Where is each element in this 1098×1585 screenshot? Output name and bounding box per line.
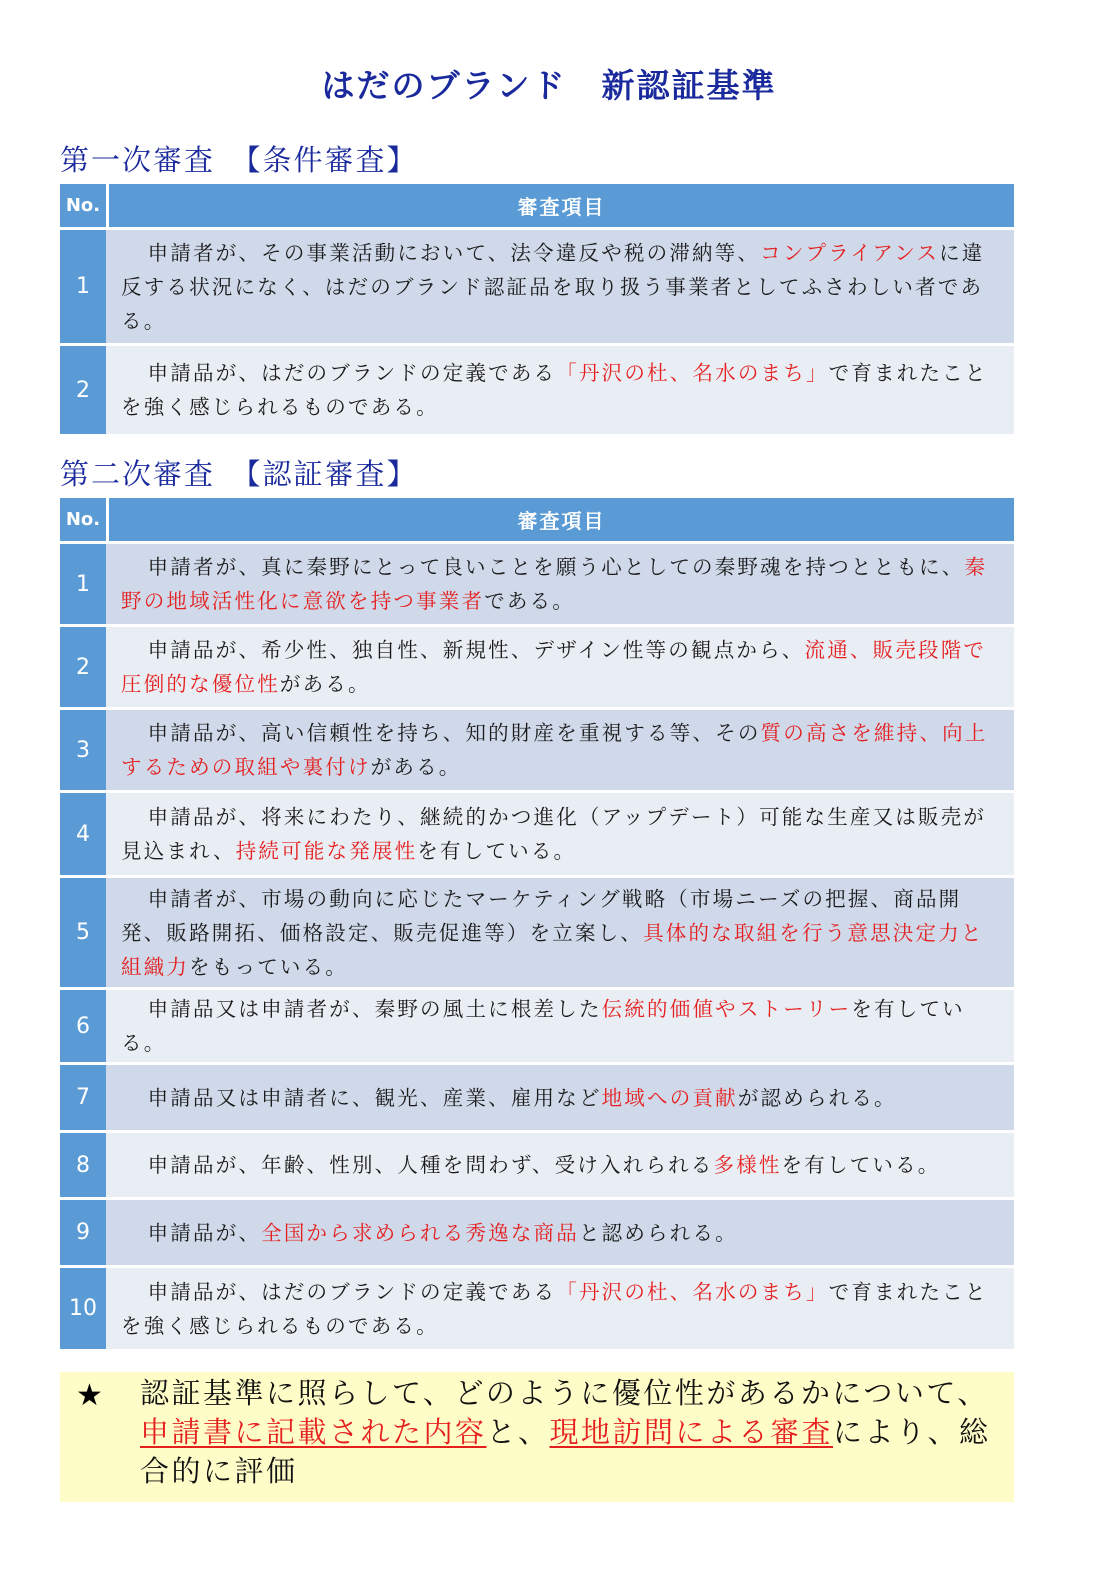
criterion-text bbox=[109, 710, 1014, 790]
highlight-text: コンプライアンス bbox=[760, 240, 940, 265]
text-segment: と、 bbox=[486, 1415, 550, 1449]
criterion-text bbox=[109, 1065, 1014, 1130]
highlight-text: 質の高さを維持、向上するための取組や裏付け bbox=[121, 721, 988, 779]
table-row bbox=[60, 793, 1014, 875]
text-segment: 申請品が、はだのブランドの定義である bbox=[147, 1279, 557, 1304]
table-header bbox=[60, 498, 1014, 541]
page-title: はだのブランド 新認証基準 bbox=[321, 66, 777, 105]
header-item: 審査項目 bbox=[109, 184, 1014, 227]
row-number: 7 bbox=[60, 1065, 106, 1130]
table-row bbox=[60, 710, 1014, 790]
header-item: 審査項目 bbox=[109, 498, 1014, 541]
row-number: 9 bbox=[60, 1200, 106, 1265]
text-segment: 申請品又は申請者に、観光、産業、雇用など bbox=[147, 1085, 602, 1110]
highlight-text: 流通、販売段階で圧倒的な優位性 bbox=[121, 638, 987, 696]
text-segment: で育まれたことを強く感じられるものである。 bbox=[121, 361, 988, 419]
table-row bbox=[60, 1133, 1014, 1197]
row-number: 4 bbox=[60, 793, 106, 875]
text-segment: 申請品が、年齢、性別、人種を問わず、受け入れられる bbox=[147, 1153, 714, 1177]
text-segment: により、総合的に評価 bbox=[140, 1415, 991, 1488]
second-review-table bbox=[60, 498, 1014, 1352]
table-row bbox=[60, 878, 1014, 987]
text-segment: 申請品が、はだのブランドの定義である bbox=[147, 361, 557, 385]
text-segment: 申請品が、高い信頼性を持ち、知的財産を重視する等、その bbox=[147, 721, 761, 745]
highlight-text: 地域への貢献 bbox=[601, 1085, 738, 1110]
text-segment: 申請品が、 bbox=[147, 1220, 262, 1245]
text-segment: 申請者が、その事業活動において、法令違反や税の滞納等、 bbox=[147, 240, 761, 265]
first-review-table bbox=[60, 184, 1014, 437]
table-row bbox=[60, 627, 1014, 707]
highlight-text: 「丹沢の杜、名水のまち」 bbox=[556, 1279, 829, 1304]
table-row bbox=[60, 346, 1014, 434]
row-number: 2 bbox=[60, 627, 106, 707]
text-segment: である。 bbox=[484, 589, 576, 613]
criterion-text bbox=[109, 627, 1014, 707]
text-segment: 申請品又は申請者が、秦野の風土に根差した bbox=[147, 997, 602, 1021]
text-segment: を有している。 bbox=[417, 839, 577, 863]
criterion-text bbox=[109, 1268, 1014, 1349]
table-header bbox=[60, 184, 1014, 227]
highlight-text: 申請書に記載された内容 bbox=[140, 1415, 487, 1449]
text-segment: が認められる。 bbox=[737, 1085, 897, 1110]
row-number: 2 bbox=[60, 346, 106, 434]
highlight-text: 持続可能な発展性 bbox=[235, 839, 418, 863]
header-no: No. bbox=[60, 184, 106, 227]
header-no: No. bbox=[60, 498, 106, 541]
row-number: 1 bbox=[60, 230, 106, 343]
text-segment: と認められる。 bbox=[578, 1220, 738, 1245]
criterion-text bbox=[109, 230, 1014, 343]
highlight-text: 具体的な取組を行う意思決定力と組織力 bbox=[121, 920, 984, 979]
row-number: 3 bbox=[60, 710, 106, 790]
text-segment: をもっている。 bbox=[189, 954, 349, 979]
summary-text bbox=[140, 1374, 1000, 1491]
criterion-text bbox=[109, 878, 1014, 987]
criterion-text bbox=[109, 544, 1014, 624]
table-row bbox=[60, 990, 1014, 1062]
criterion-text bbox=[109, 990, 1014, 1062]
star-icon: ★ bbox=[76, 1378, 103, 1413]
criterion-text bbox=[109, 1133, 1014, 1197]
criterion-text bbox=[109, 1200, 1014, 1265]
row-number: 10 bbox=[60, 1268, 106, 1349]
text-segment: がある。 bbox=[279, 672, 371, 696]
second-review-heading: 第二次審査 【認証審査】 bbox=[60, 457, 418, 491]
summary-box bbox=[60, 1372, 1014, 1502]
row-number: 8 bbox=[60, 1133, 106, 1197]
table-row bbox=[60, 230, 1014, 343]
highlight-text: 現地訪問による審査 bbox=[549, 1415, 834, 1449]
text-segment: 申請者が、市場の動向に応じたマーケティング戦略（市場ニーズの把握、商品開発、販路開拓、価格設定、販売促進等）を立案し、 bbox=[121, 886, 962, 945]
text-segment: を有している。 bbox=[781, 1153, 941, 1177]
text-segment: 申請品が、希少性、独自性、新規性、デザイン性等の観点から、 bbox=[147, 638, 805, 662]
row-number: 5 bbox=[60, 878, 106, 987]
criterion-text bbox=[109, 793, 1014, 875]
text-segment: 申請品が、将来にわたり、継続的かつ進化（アップデート）可能な生産又は販売が見込まれ、 bbox=[121, 805, 987, 863]
text-segment: がある。 bbox=[370, 755, 462, 779]
text-segment: を有している。 bbox=[121, 997, 965, 1055]
highlight-text: 秦野の地域活性化に意欲を持つ事業者 bbox=[121, 555, 988, 613]
table-row bbox=[60, 544, 1014, 624]
text-segment: で育まれたことを強く感じられるものである。 bbox=[121, 1279, 988, 1338]
highlight-text: 全国から求められる秀逸な商品 bbox=[261, 1220, 579, 1245]
row-number: 6 bbox=[60, 990, 106, 1062]
highlight-text: 伝統的価値やストーリー bbox=[601, 997, 852, 1021]
table-row bbox=[60, 1065, 1014, 1130]
text-segment: 申請者が、真に秦野にとって良いことを願う心としての秦野魂を持つとともに、 bbox=[147, 555, 965, 579]
first-review-heading: 第一次審査 【条件審査】 bbox=[60, 143, 418, 177]
highlight-text: 多様性 bbox=[713, 1153, 782, 1177]
table-row bbox=[60, 1200, 1014, 1265]
text-segment: 認証基準に照らして、どのように優位性があるかについて、 bbox=[140, 1376, 989, 1410]
row-number: 1 bbox=[60, 544, 106, 624]
highlight-text: 「丹沢の杜、名水のまち」 bbox=[556, 361, 829, 385]
text-segment: に違反する状況になく、はだのブランド認証品を取り扱う事業者としてふさわしい者である。 bbox=[121, 240, 985, 333]
criterion-text bbox=[109, 346, 1014, 434]
table-row bbox=[60, 1268, 1014, 1349]
